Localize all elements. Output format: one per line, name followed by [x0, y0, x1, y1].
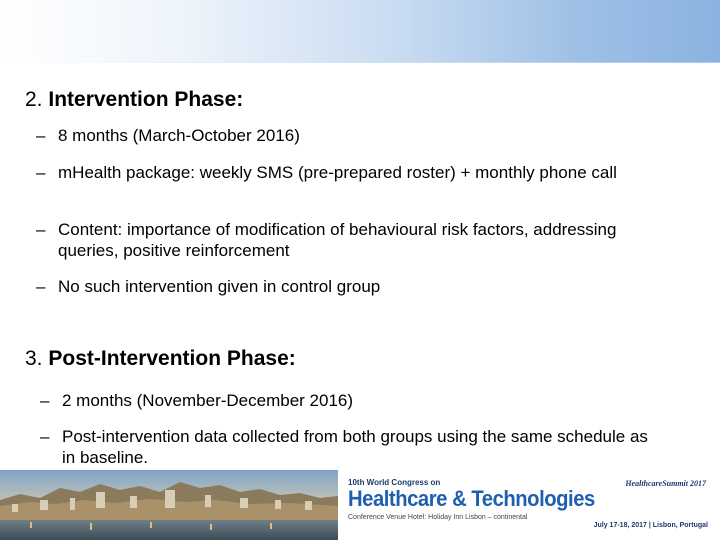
congress-title: Healthcare & Technologies — [348, 486, 595, 511]
bullet-item — [40, 426, 660, 468]
section-number: 3. — [25, 347, 43, 370]
bullet-item — [40, 390, 680, 411]
bullet-dash: – — [40, 391, 50, 410]
congress-edition: 10th World Congress on — [348, 478, 441, 487]
section-number: 2. — [25, 88, 43, 111]
bullet-text: mHealth package: weekly SMS (pre-prepared roster) + monthly phone call — [58, 163, 617, 182]
bullet-item — [36, 162, 676, 183]
summit-logo: HealthcareSummit 2017 — [625, 479, 706, 488]
bullet-dash: – — [36, 277, 46, 296]
bullet-dash: – — [36, 220, 46, 239]
lisbon-city-photo — [0, 470, 338, 540]
congress-venue: Conference Venue Hotel: Holiday Inn Lisbon – continental — [348, 514, 528, 521]
section-title: Intervention Phase: — [48, 88, 244, 111]
bullet-text: Content: importance of modification of behavioural risk factors, addressing queries, positive reinforcement — [58, 220, 617, 260]
city-skyline-image — [0, 470, 338, 540]
title-band-divider — [0, 62, 720, 63]
bullet-item — [36, 276, 676, 297]
congress-branding — [348, 478, 608, 523]
bullet-text: 2 months (November-December 2016) — [62, 391, 354, 410]
title-band — [0, 0, 720, 62]
bullet-dash: – — [40, 427, 50, 446]
section-heading-post-intervention — [25, 347, 296, 371]
bullet-dash: – — [36, 126, 46, 145]
section-title: Post-Intervention Phase: — [48, 347, 296, 370]
congress-dates: July 17-18, 2017 | Lisbon, Portugal — [593, 522, 708, 529]
bullet-item — [36, 125, 676, 146]
section-heading-intervention — [25, 88, 243, 112]
bullet-text: No such intervention given in control group — [58, 277, 381, 296]
bullet-text: 8 months (March-October 2016) — [58, 126, 300, 145]
bullet-dash: – — [36, 163, 46, 182]
bullet-text: Post-intervention data collected from both groups using the same schedule as in baseline. — [62, 427, 648, 467]
bullet-item — [36, 219, 636, 261]
